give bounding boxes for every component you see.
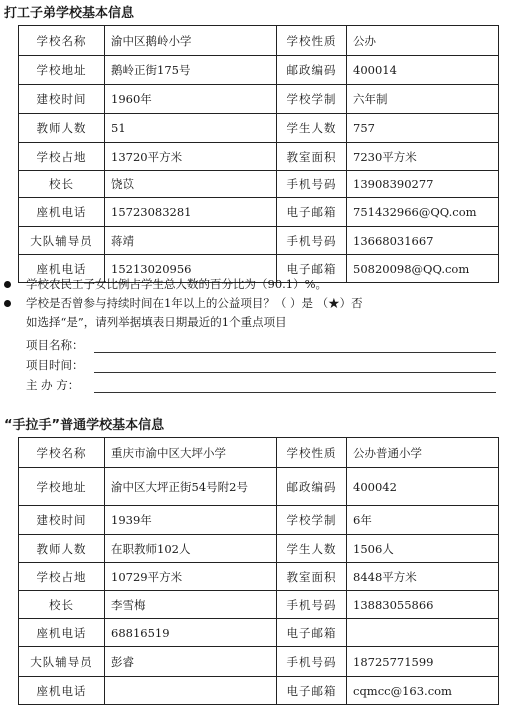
section2-info-table bbox=[18, 437, 499, 705]
value-cell: 50820098@QQ.com bbox=[347, 255, 499, 283]
question-1-text: 学校农民工子女比例占学生总人数的百分比为（90.1）%。 bbox=[26, 277, 328, 291]
value-cell: 13720平方米 bbox=[105, 143, 277, 171]
label-cell: 学校名称 bbox=[19, 438, 105, 468]
table-row bbox=[19, 85, 499, 114]
value-cell: 400014 bbox=[347, 56, 499, 85]
label-cell: 大队辅导员 bbox=[19, 647, 105, 677]
table-row bbox=[19, 114, 499, 143]
project-name-label: 项目名称： bbox=[26, 338, 84, 352]
value-cell: 10729平方米 bbox=[105, 563, 277, 591]
label-cell: 教师人数 bbox=[19, 114, 105, 143]
project-name-line[interactable] bbox=[94, 352, 496, 353]
value-cell: 15213020956 bbox=[105, 255, 277, 283]
value-cell bbox=[105, 677, 277, 705]
label-cell: 座机电话 bbox=[19, 619, 105, 647]
section1-title: 打工子弟学校基本信息 bbox=[4, 6, 135, 21]
value-cell: 68816519 bbox=[105, 619, 277, 647]
label-cell: 校长 bbox=[19, 591, 105, 619]
label-cell: 学校学制 bbox=[277, 85, 347, 114]
value-cell: 重庆市渝中区大坪小学 bbox=[105, 438, 277, 468]
value-cell: 757 bbox=[347, 114, 499, 143]
value-cell: 51 bbox=[105, 114, 277, 143]
value-cell: 李雪梅 bbox=[105, 591, 277, 619]
value-cell bbox=[347, 619, 499, 647]
table-row bbox=[19, 535, 499, 563]
value-cell: 鹅岭正街175号 bbox=[105, 56, 277, 85]
label-cell: 手机号码 bbox=[277, 171, 347, 198]
label-cell: 校长 bbox=[19, 171, 105, 198]
value-cell: 1506人 bbox=[347, 535, 499, 563]
label-cell: 教室面积 bbox=[277, 143, 347, 171]
label-cell: 建校时间 bbox=[19, 506, 105, 535]
label-cell: 邮政编码 bbox=[277, 468, 347, 506]
value-cell: 13908390277 bbox=[347, 171, 499, 198]
label-cell: 学校地址 bbox=[19, 468, 105, 506]
value-cell: 饶苡 bbox=[105, 171, 277, 198]
value-cell: 1960年 bbox=[105, 85, 277, 114]
table-row bbox=[19, 506, 499, 535]
organizer-label: 主 办 方： bbox=[26, 378, 80, 392]
value-cell: 751432966@QQ.com bbox=[347, 198, 499, 227]
label-cell: 学校占地 bbox=[19, 563, 105, 591]
value-cell: 公办 bbox=[347, 26, 499, 56]
label-cell: 大队辅导员 bbox=[19, 227, 105, 255]
label-cell: 座机电话 bbox=[19, 255, 105, 283]
label-cell: 座机电话 bbox=[19, 198, 105, 227]
value-cell: 蒋靖 bbox=[105, 227, 277, 255]
question-2-text: 学校是否曾参与持续时间在1年以上的公益项目？（ ）是 （★）否 bbox=[26, 296, 363, 310]
value-cell: 公办普通小学 bbox=[347, 438, 499, 468]
value-cell: 渝中区大坪正街54号附2号 bbox=[105, 468, 277, 506]
table-row bbox=[19, 26, 499, 56]
label-cell: 电子邮箱 bbox=[277, 198, 347, 227]
value-cell: 1939年 bbox=[105, 506, 277, 535]
table-row bbox=[19, 438, 499, 468]
section1-info-table bbox=[18, 25, 499, 283]
value-cell: 渝中区鹅岭小学 bbox=[105, 26, 277, 56]
label-cell: 手机号码 bbox=[277, 591, 347, 619]
value-cell: 六年制 bbox=[347, 85, 499, 114]
value-cell: 7230平方米 bbox=[347, 143, 499, 171]
project-time-label: 项目时间： bbox=[26, 358, 84, 372]
label-cell: 电子邮箱 bbox=[277, 677, 347, 705]
label-cell: 座机电话 bbox=[19, 677, 105, 705]
table-row bbox=[19, 56, 499, 85]
table-row bbox=[19, 647, 499, 677]
label-cell: 邮政编码 bbox=[277, 56, 347, 85]
label-cell: 学生人数 bbox=[277, 114, 347, 143]
bullet-icon bbox=[4, 300, 11, 307]
bullet-icon bbox=[4, 281, 11, 288]
label-cell: 教师人数 bbox=[19, 535, 105, 563]
value-cell: 15723083281 bbox=[105, 198, 277, 227]
table-row bbox=[19, 619, 499, 647]
value-cell: 400042 bbox=[347, 468, 499, 506]
organizer-line[interactable] bbox=[94, 392, 496, 393]
label-cell: 学校性质 bbox=[277, 26, 347, 56]
label-cell: 手机号码 bbox=[277, 647, 347, 677]
value-cell: 13883055866 bbox=[347, 591, 499, 619]
label-cell: 建校时间 bbox=[19, 85, 105, 114]
value-cell: 8448平方米 bbox=[347, 563, 499, 591]
label-cell: 学校占地 bbox=[19, 143, 105, 171]
table-row bbox=[19, 591, 499, 619]
label-cell: 学校名称 bbox=[19, 26, 105, 56]
table-row bbox=[19, 143, 499, 171]
label-cell: 教室面积 bbox=[277, 563, 347, 591]
project-time-line[interactable] bbox=[94, 372, 496, 373]
value-cell: 在职教师102人 bbox=[105, 535, 277, 563]
section2-title: “手拉手”普通学校基本信息 bbox=[4, 418, 165, 433]
value-cell: 13668031667 bbox=[347, 227, 499, 255]
label-cell: 电子邮箱 bbox=[277, 255, 347, 283]
table-row bbox=[19, 563, 499, 591]
value-cell: 6年 bbox=[347, 506, 499, 535]
question-2-instruction: 如选择“是”，请列举据填表日期最近的1个重点项目 bbox=[26, 315, 287, 329]
table-row bbox=[19, 198, 499, 227]
value-cell: cqmcc@163.com bbox=[347, 677, 499, 705]
label-cell: 学校性质 bbox=[277, 438, 347, 468]
table-row bbox=[19, 468, 499, 506]
label-cell: 学生人数 bbox=[277, 535, 347, 563]
label-cell: 学校学制 bbox=[277, 506, 347, 535]
table-row bbox=[19, 677, 499, 705]
label-cell: 手机号码 bbox=[277, 227, 347, 255]
value-cell: 18725771599 bbox=[347, 647, 499, 677]
label-cell: 电子邮箱 bbox=[277, 619, 347, 647]
label-cell: 学校地址 bbox=[19, 56, 105, 85]
value-cell: 彭睿 bbox=[105, 647, 277, 677]
table-row bbox=[19, 227, 499, 255]
table-row bbox=[19, 171, 499, 198]
